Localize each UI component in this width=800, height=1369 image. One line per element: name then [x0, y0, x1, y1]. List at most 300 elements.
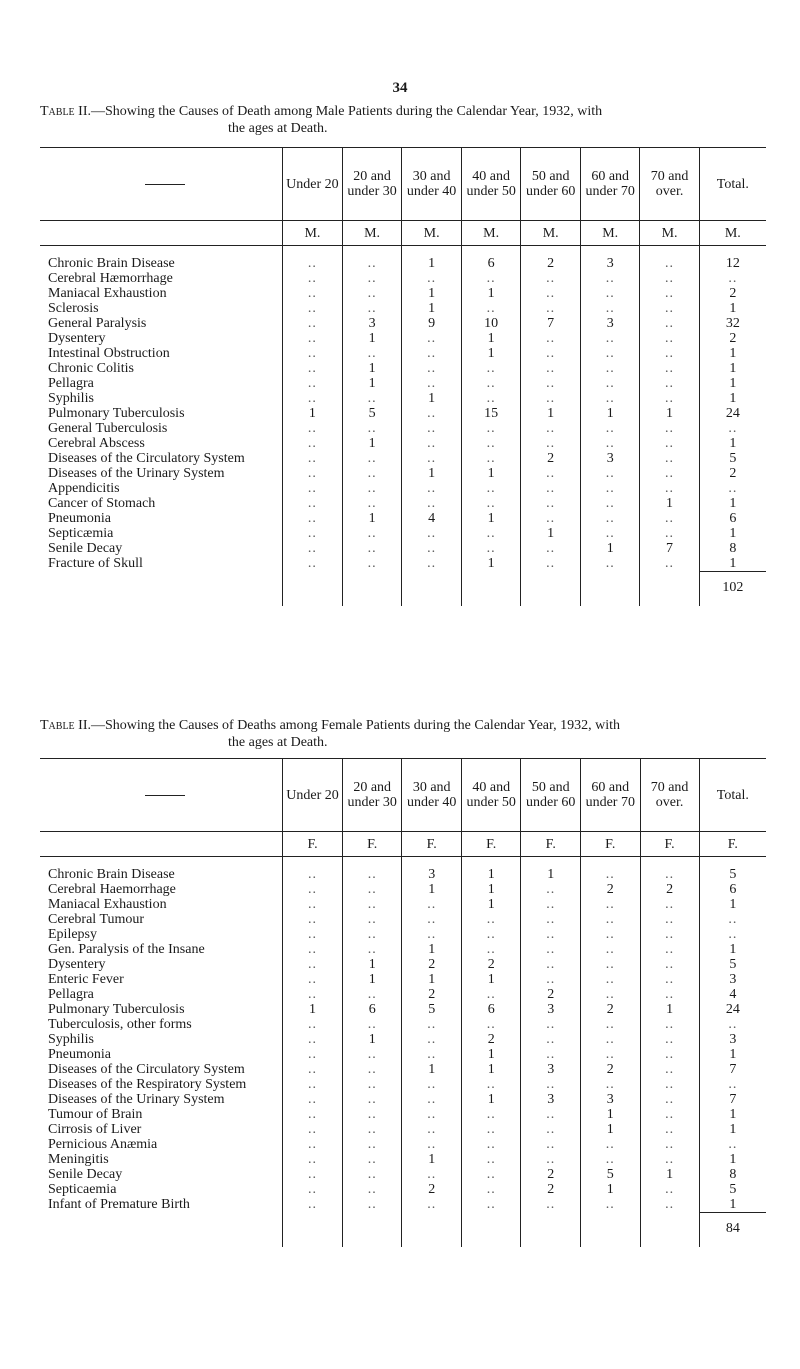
age-count: ..	[521, 496, 581, 511]
age-count: ..	[402, 451, 462, 466]
age-count: ..	[640, 927, 699, 942]
age-count: ..	[521, 436, 581, 451]
age-count: ..	[521, 1047, 581, 1062]
row-total: ..	[699, 927, 766, 942]
age-count: ..	[640, 451, 699, 466]
age-count: 1	[342, 331, 402, 346]
age-count: 1	[640, 406, 699, 421]
age-count: ..	[461, 987, 521, 1002]
cause-label: Cerebral Hæmorrhage	[48, 271, 173, 286]
header-stub	[40, 759, 283, 832]
row-total: 1	[699, 942, 766, 957]
age-count: ..	[521, 331, 581, 346]
age-count: ..	[283, 286, 343, 301]
age-count: ..	[521, 927, 581, 942]
row-total: 3	[699, 972, 766, 987]
age-count: ..	[283, 1197, 343, 1213]
cause-label: Pernicious Anæmia	[48, 1137, 158, 1152]
age-count: ..	[640, 271, 699, 286]
cause-label: Epilepsy	[48, 927, 97, 942]
cause-label: Maniacal Exhaustion	[48, 286, 167, 301]
age-count: ..	[342, 246, 402, 272]
age-count: ..	[283, 912, 343, 927]
cause-label: Cerebral Haemorrhage	[48, 882, 176, 897]
age-count: ..	[402, 1197, 462, 1213]
table-row	[40, 957, 766, 972]
empty-cell	[461, 572, 521, 607]
age-count: ..	[283, 361, 343, 376]
table-row	[40, 541, 766, 556]
age-count: ..	[342, 897, 402, 912]
age-count: 1	[342, 376, 402, 391]
row-total: 2	[699, 286, 766, 301]
age-count: ..	[342, 541, 402, 556]
table-row	[40, 1077, 766, 1092]
age-count: ..	[581, 972, 641, 987]
age-count: ..	[461, 451, 521, 466]
age-count: ..	[402, 406, 462, 421]
age-count: ..	[283, 511, 343, 526]
column-header: Under 20	[283, 759, 343, 832]
column-header: 60 and under 70	[580, 148, 640, 221]
age-count: 5	[581, 1167, 641, 1182]
cause-label: Sclerosis	[48, 301, 99, 316]
sex-label: F.	[461, 832, 521, 857]
age-count: 6	[461, 1002, 521, 1017]
stub-dash	[145, 795, 185, 796]
age-count: ..	[640, 526, 699, 541]
age-count: ..	[581, 1017, 641, 1032]
row-total: 1	[699, 1122, 766, 1137]
cause-label: Diseases of the Circulatory System	[48, 1062, 245, 1077]
table-row	[40, 1152, 766, 1167]
age-count: ..	[342, 927, 402, 942]
age-count: ..	[521, 882, 581, 897]
cause-label: Tuberculosis, other forms	[48, 1017, 192, 1032]
age-count: ..	[461, 1152, 521, 1167]
age-count: ..	[581, 1047, 641, 1062]
age-count: ..	[521, 556, 581, 572]
age-count: ..	[283, 376, 343, 391]
column-header: 30 and under 40	[402, 759, 462, 832]
age-count: ..	[640, 1182, 699, 1197]
column-header: 70 and over.	[640, 759, 699, 832]
age-count: ..	[402, 556, 462, 572]
row-total: ..	[699, 1077, 766, 1092]
cause-label: Cirrosis of Liver	[48, 1122, 142, 1137]
age-count: ..	[640, 912, 699, 927]
row-total: 7	[699, 1092, 766, 1107]
sex-label: F.	[283, 832, 343, 857]
age-count: ..	[402, 1122, 462, 1137]
row-total: 6	[699, 511, 766, 526]
table-row	[40, 421, 766, 436]
table-row	[40, 942, 766, 957]
age-count: 1	[402, 301, 462, 316]
age-count: ..	[342, 556, 402, 572]
table-row	[40, 376, 766, 391]
cause-label: Gen. Paralysis of the Insane	[48, 942, 205, 957]
cause-label: Enteric Fever	[48, 972, 124, 987]
age-count: ..	[521, 1017, 581, 1032]
cause-label: Diseases of the Respiratory System	[48, 1077, 247, 1092]
total-stub	[40, 572, 283, 607]
stub-dash	[145, 184, 185, 185]
table-row	[40, 1167, 766, 1182]
age-count: 5	[342, 406, 402, 421]
age-count: ..	[521, 466, 581, 481]
age-count: 1	[461, 1047, 521, 1062]
age-count: ..	[402, 331, 462, 346]
row-total: 1	[699, 897, 766, 912]
row-total: ..	[699, 1137, 766, 1152]
age-count: 2	[581, 1062, 641, 1077]
sex-label: F.	[342, 832, 402, 857]
row-total: 6	[699, 882, 766, 897]
age-count: ..	[640, 391, 699, 406]
age-count: ..	[461, 421, 521, 436]
age-count: ..	[521, 541, 581, 556]
age-count: ..	[283, 942, 343, 957]
age-count: ..	[640, 511, 699, 526]
age-count: ..	[580, 466, 640, 481]
age-count: ..	[640, 1137, 699, 1152]
empty-cell	[580, 572, 640, 607]
age-count: 5	[402, 1002, 462, 1017]
row-total: ..	[699, 1017, 766, 1032]
age-count: 2	[581, 1002, 641, 1017]
age-count: 6	[342, 1002, 402, 1017]
age-count: ..	[461, 1197, 521, 1213]
row-total: 1	[699, 1152, 766, 1167]
column-header: Under 20	[283, 148, 343, 221]
age-count: ..	[402, 1017, 462, 1032]
age-count: ..	[521, 1137, 581, 1152]
cause-label: Infant of Premature Birth	[48, 1197, 190, 1212]
cause-label: Pulmonary Tuberculosis	[48, 406, 185, 421]
table-row	[40, 1197, 766, 1213]
sex-label: M.	[580, 221, 640, 246]
row-total: 8	[699, 541, 766, 556]
age-count: ..	[640, 857, 699, 883]
table2-caption-line2: the ages at Death.	[228, 735, 328, 750]
age-count: 1	[581, 1182, 641, 1197]
table-row	[40, 857, 766, 883]
row-total: 1	[699, 346, 766, 361]
age-count: ..	[283, 882, 343, 897]
age-count: ..	[580, 361, 640, 376]
age-count: ..	[581, 1032, 641, 1047]
cause-label: Septicæmia	[48, 526, 114, 541]
table-row	[40, 1062, 766, 1077]
age-count: ..	[283, 466, 343, 481]
age-count: ..	[283, 1062, 343, 1077]
age-count: ..	[402, 361, 462, 376]
table-row	[40, 556, 766, 572]
age-count: ..	[402, 526, 462, 541]
age-count: 1	[402, 882, 462, 897]
cause-label: Syphilis	[48, 391, 94, 406]
age-count: ..	[342, 466, 402, 481]
row-total: 2	[699, 466, 766, 481]
age-count: 1	[461, 857, 521, 883]
age-count: ..	[283, 897, 343, 912]
empty-cell	[283, 572, 343, 607]
row-total: 5	[699, 1182, 766, 1197]
age-count: ..	[640, 1122, 699, 1137]
age-count: 6	[461, 246, 521, 272]
age-count: 1	[640, 496, 699, 511]
age-count: ..	[283, 526, 343, 541]
age-count: 1	[521, 406, 581, 421]
age-count: ..	[521, 271, 581, 286]
table-row	[40, 526, 766, 541]
age-count: 1	[461, 1062, 521, 1077]
age-count: 1	[581, 1107, 641, 1122]
cause-label: Tumour of Brain	[48, 1107, 143, 1122]
age-count: 1	[402, 466, 462, 481]
age-count: ..	[342, 346, 402, 361]
sex-label: M.	[461, 221, 521, 246]
age-count: 2	[402, 1182, 462, 1197]
age-count: ..	[580, 511, 640, 526]
age-count: ..	[640, 972, 699, 987]
table-row	[40, 882, 766, 897]
age-count: 1	[402, 246, 462, 272]
age-count: ..	[580, 496, 640, 511]
age-count: 3	[521, 1092, 581, 1107]
cause-label: Pulmonary Tuberculosis	[48, 1002, 185, 1017]
age-count: ..	[580, 391, 640, 406]
age-count: ..	[342, 496, 402, 511]
table-row	[40, 897, 766, 912]
age-count: ..	[283, 927, 343, 942]
age-count: 1	[402, 1152, 462, 1167]
age-count: ..	[581, 1152, 641, 1167]
table-row	[40, 451, 766, 466]
age-count: ..	[402, 1137, 462, 1152]
age-count: 1	[461, 346, 521, 361]
age-count: ..	[342, 271, 402, 286]
age-count: 3	[521, 1002, 581, 1017]
age-count: 3	[581, 1092, 641, 1107]
age-count: ..	[521, 376, 581, 391]
age-count: ..	[581, 1137, 641, 1152]
table-row	[40, 481, 766, 496]
table-row	[40, 466, 766, 481]
empty-cell	[342, 1213, 402, 1248]
table-row	[40, 391, 766, 406]
age-count: ..	[640, 1197, 699, 1213]
table-row	[40, 271, 766, 286]
row-total: ..	[699, 271, 766, 286]
sex-label: M.	[699, 221, 766, 246]
age-count: ..	[581, 987, 641, 1002]
row-total: 12	[699, 246, 766, 272]
table-row	[40, 987, 766, 1002]
table1-caption-line2: the ages at Death.	[228, 121, 328, 136]
table-row	[40, 286, 766, 301]
row-total: 1	[699, 526, 766, 541]
row-total: 7	[699, 1062, 766, 1077]
age-count: ..	[580, 526, 640, 541]
cause-label: Dysentery	[48, 957, 106, 972]
age-count: 1	[640, 1002, 699, 1017]
age-count: 1	[283, 406, 343, 421]
empty-cell	[402, 572, 462, 607]
age-count: ..	[640, 1032, 699, 1047]
age-count: 2	[521, 987, 581, 1002]
row-total: 5	[699, 857, 766, 883]
sex-label: F.	[581, 832, 641, 857]
age-count: ..	[342, 526, 402, 541]
row-total: 1	[699, 376, 766, 391]
empty-cell	[640, 1213, 699, 1248]
age-count: ..	[640, 316, 699, 331]
age-count: ..	[581, 897, 641, 912]
age-count: ..	[580, 346, 640, 361]
table-row	[40, 1002, 766, 1017]
cause-label: Diseases of the Urinary System	[48, 466, 225, 481]
age-count: ..	[283, 346, 343, 361]
age-count: ..	[521, 1107, 581, 1122]
age-count: ..	[521, 346, 581, 361]
column-header: 30 and under 40	[402, 148, 462, 221]
age-count: ..	[402, 1107, 462, 1122]
age-count: ..	[640, 436, 699, 451]
row-total: 4	[699, 987, 766, 1002]
age-count: ..	[581, 857, 641, 883]
age-count: ..	[342, 1062, 402, 1077]
table-row	[40, 496, 766, 511]
age-count: 2	[521, 451, 581, 466]
age-count: ..	[580, 556, 640, 572]
age-count: ..	[640, 331, 699, 346]
age-count: ..	[283, 1032, 343, 1047]
age-count: ..	[461, 1122, 521, 1137]
age-count: ..	[402, 496, 462, 511]
sex-label: F.	[640, 832, 699, 857]
table-row	[40, 1047, 766, 1062]
age-count: ..	[640, 1017, 699, 1032]
sex-stub	[40, 832, 283, 857]
age-count: ..	[342, 1122, 402, 1137]
age-count: ..	[461, 271, 521, 286]
age-count: ..	[640, 1062, 699, 1077]
sex-row	[40, 221, 766, 246]
sex-label: M.	[402, 221, 462, 246]
column-header: Total.	[699, 148, 766, 221]
age-count: 2	[640, 882, 699, 897]
row-total: 1	[699, 1107, 766, 1122]
sex-label: M.	[640, 221, 699, 246]
age-count: ..	[521, 972, 581, 987]
age-count: ..	[283, 391, 343, 406]
age-count: ..	[521, 912, 581, 927]
cause-label: Maniacal Exhaustion	[48, 897, 167, 912]
cause-label: Meningitis	[48, 1152, 109, 1167]
age-count: ..	[461, 1167, 521, 1182]
age-count: ..	[640, 346, 699, 361]
age-count: ..	[283, 1137, 343, 1152]
age-count: ..	[640, 897, 699, 912]
age-count: ..	[283, 246, 343, 272]
age-count: ..	[283, 556, 343, 572]
table2-caption-head: Table II.	[40, 718, 91, 733]
age-count: ..	[283, 1017, 343, 1032]
row-total: 1	[699, 496, 766, 511]
age-count: ..	[461, 496, 521, 511]
cause-label: Pneumonia	[48, 1047, 111, 1062]
age-count: ..	[283, 857, 343, 883]
age-count: 1	[402, 391, 462, 406]
age-count: 1	[342, 972, 402, 987]
age-count: 1	[580, 406, 640, 421]
grand-total-row	[40, 572, 766, 607]
age-count: ..	[283, 421, 343, 436]
age-count: ..	[461, 436, 521, 451]
age-count: 1	[402, 1062, 462, 1077]
row-total: 1	[699, 391, 766, 406]
age-count: ..	[402, 897, 462, 912]
age-count: ..	[461, 1137, 521, 1152]
age-count: ..	[521, 1122, 581, 1137]
age-count: 3	[580, 316, 640, 331]
cause-label: Pellagra	[48, 376, 94, 391]
age-count: ..	[640, 361, 699, 376]
table-row	[40, 927, 766, 942]
age-count: ..	[342, 1092, 402, 1107]
age-count: ..	[461, 1182, 521, 1197]
age-count: ..	[640, 421, 699, 436]
table-row	[40, 972, 766, 987]
age-count: ..	[461, 361, 521, 376]
row-total: 8	[699, 1167, 766, 1182]
age-count: ..	[461, 481, 521, 496]
header-stub	[40, 148, 283, 221]
age-count: ..	[521, 1032, 581, 1047]
age-count: 1	[521, 526, 581, 541]
age-count: ..	[461, 391, 521, 406]
sex-label: F.	[699, 832, 766, 857]
female-deaths-table	[40, 758, 766, 1247]
age-count: 1	[461, 511, 521, 526]
age-count: ..	[342, 481, 402, 496]
row-total: 1	[699, 436, 766, 451]
age-count: ..	[521, 942, 581, 957]
age-count: 4	[402, 511, 462, 526]
age-count: ..	[461, 301, 521, 316]
age-count: ..	[581, 1197, 641, 1213]
table-row	[40, 316, 766, 331]
age-count: ..	[342, 912, 402, 927]
age-count: ..	[521, 301, 581, 316]
table1-caption-text: —Showing the Causes of Death among Male Patients during the Calendar Year, 1932, with	[90, 104, 603, 119]
age-count: ..	[402, 1092, 462, 1107]
cause-label: General Tuberculosis	[48, 421, 168, 436]
age-count: ..	[580, 331, 640, 346]
sex-label: M.	[342, 221, 402, 246]
cause-label: Cancer of Stomach	[48, 496, 156, 511]
age-count: 1	[402, 972, 462, 987]
table-row	[40, 1122, 766, 1137]
cause-label: Fracture of Skull	[48, 556, 143, 571]
age-count: 1	[461, 556, 521, 572]
row-total: ..	[699, 481, 766, 496]
cause-label: Intestinal Obstruction	[48, 346, 170, 361]
age-count: ..	[283, 1077, 343, 1092]
row-total: 5	[699, 957, 766, 972]
